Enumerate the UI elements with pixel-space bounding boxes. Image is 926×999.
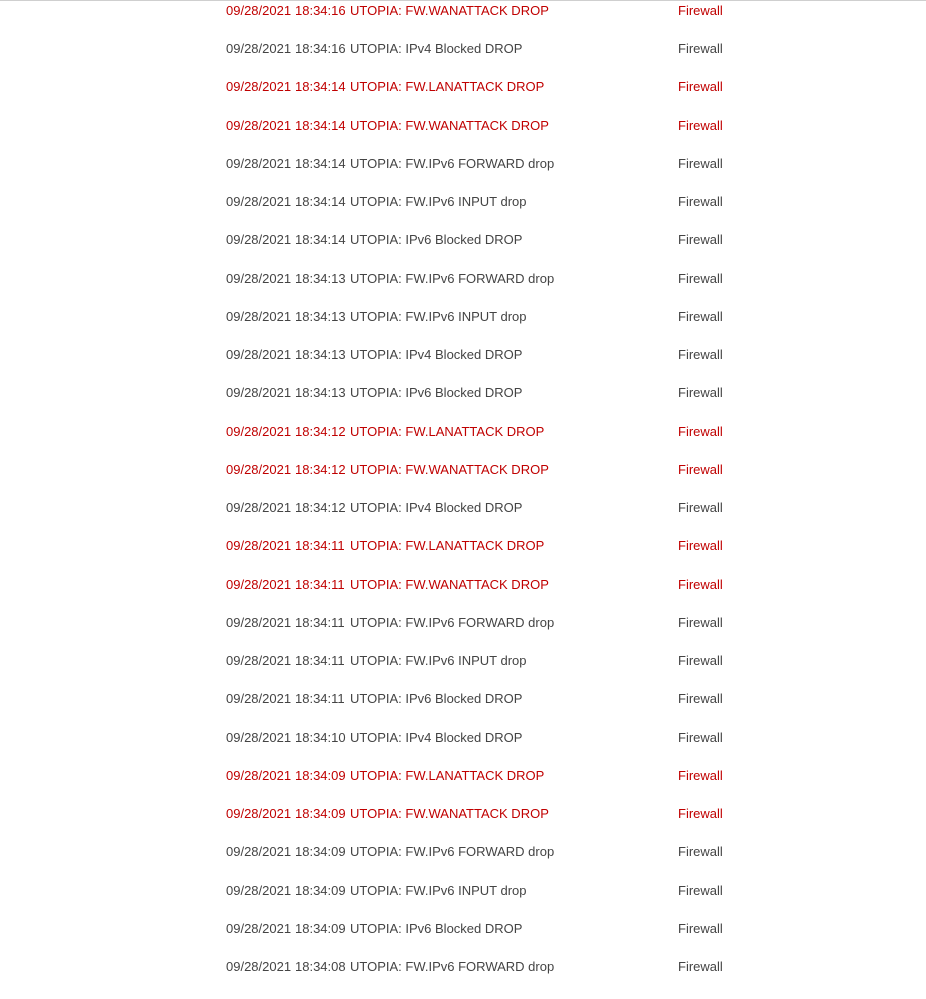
log-entry-message: UTOPIA: IPv6 Blocked DROP	[350, 921, 523, 936]
log-entry-message: UTOPIA: FW.IPv6 FORWARD drop	[350, 844, 555, 859]
log-entry-date: 09/28/2021	[226, 347, 292, 362]
log-entry-row	[0, 39, 926, 59]
log-entry-message: UTOPIA: FW.WANATTACK DROP	[350, 577, 549, 592]
log-entry-time: 18:34:11	[295, 653, 345, 668]
log-entry-message: UTOPIA: IPv4 Blocked DROP	[350, 500, 523, 515]
log-entry-row	[0, 269, 926, 289]
log-entry-time: 18:34:09	[295, 921, 346, 936]
log-entry-date: 09/28/2021	[226, 194, 292, 209]
log-entry-row	[0, 422, 926, 442]
log-entry-message: UTOPIA: IPv6 Blocked DROP	[350, 691, 523, 706]
log-entry-time: 18:34:11	[295, 538, 345, 553]
log-entry-date: 09/28/2021	[226, 424, 292, 439]
log-entry-message: UTOPIA: FW.IPv6 INPUT drop	[350, 883, 527, 898]
log-entry-message: UTOPIA: FW.WANATTACK DROP	[350, 3, 549, 18]
log-entry-row	[0, 689, 926, 709]
log-entry-date: 09/28/2021	[226, 691, 292, 706]
log-entry-row	[0, 842, 926, 862]
log-entry-row	[0, 881, 926, 901]
log-entry-message: UTOPIA: FW.IPv6 FORWARD drop	[350, 959, 555, 974]
log-entry-time: 18:34:08	[295, 959, 346, 974]
log-entry-row	[0, 613, 926, 633]
log-entry-type: Firewall	[678, 883, 723, 898]
log-entry-time: 18:34:11	[295, 691, 345, 706]
log-entry-type: Firewall	[678, 79, 723, 94]
log-entry-type: Firewall	[678, 921, 723, 936]
log-entry-time: 18:34:12	[295, 424, 346, 439]
log-entry-row	[0, 919, 926, 939]
log-entry-type: Firewall	[678, 424, 723, 439]
log-entry-type: Firewall	[678, 41, 723, 56]
log-entry-time: 18:34:13	[295, 309, 346, 324]
log-entry-type: Firewall	[678, 538, 723, 553]
log-entry-date: 09/28/2021	[226, 385, 292, 400]
log-entry-date: 09/28/2021	[226, 538, 292, 553]
log-entry-time: 18:34:11	[295, 615, 345, 630]
log-entry-type: Firewall	[678, 194, 723, 209]
log-entry-time: 18:34:14	[295, 156, 346, 171]
log-entry-type: Firewall	[678, 806, 723, 821]
log-entry-time: 18:34:12	[295, 462, 346, 477]
log-entry-time: 18:34:14	[295, 118, 346, 133]
log-entry-row	[0, 957, 926, 977]
log-entry-type: Firewall	[678, 844, 723, 859]
log-entry-date: 09/28/2021	[226, 41, 292, 56]
log-entry-type: Firewall	[678, 959, 723, 974]
log-entry-type: Firewall	[678, 271, 723, 286]
log-entry-row	[0, 77, 926, 97]
log-entry-time: 18:34:12	[295, 500, 346, 515]
log-entry-time: 18:34:14	[295, 232, 346, 247]
log-entry-message: UTOPIA: FW.LANATTACK DROP	[350, 79, 545, 94]
log-entry-type: Firewall	[678, 3, 723, 18]
log-entry-message: UTOPIA: FW.LANATTACK DROP	[350, 768, 545, 783]
log-entry-message: UTOPIA: FW.WANATTACK DROP	[350, 118, 549, 133]
log-entry-date: 09/28/2021	[226, 309, 292, 324]
log-entry-message: UTOPIA: FW.WANATTACK DROP	[350, 462, 549, 477]
log-entry-time: 18:34:13	[295, 385, 346, 400]
log-entry-row	[0, 651, 926, 671]
log-entry-message: UTOPIA: IPv6 Blocked DROP	[350, 232, 523, 247]
log-entry-message: UTOPIA: IPv4 Blocked DROP	[350, 730, 523, 745]
log-entry-message: UTOPIA: IPv6 Blocked DROP	[350, 385, 523, 400]
log-entry-type: Firewall	[678, 653, 723, 668]
log-entry-type: Firewall	[678, 232, 723, 247]
log-entry-type: Firewall	[678, 768, 723, 783]
log-entry-time: 18:34:14	[295, 79, 346, 94]
log-entry-date: 09/28/2021	[226, 768, 292, 783]
log-entry-date: 09/28/2021	[226, 79, 292, 94]
log-entry-row	[0, 1, 926, 21]
log-entry-time: 18:34:09	[295, 768, 346, 783]
log-entry-type: Firewall	[678, 500, 723, 515]
log-entry-message: UTOPIA: IPv4 Blocked DROP	[350, 347, 523, 362]
log-entry-time: 18:34:09	[295, 844, 346, 859]
log-entry-type: Firewall	[678, 118, 723, 133]
log-entry-date: 09/28/2021	[226, 3, 292, 18]
log-entry-row	[0, 345, 926, 365]
log-entry-row	[0, 307, 926, 327]
log-entry-message: UTOPIA: IPv4 Blocked DROP	[350, 41, 523, 56]
log-entry-date: 09/28/2021	[226, 462, 292, 477]
log-entry-message: UTOPIA: FW.IPv6 INPUT drop	[350, 194, 527, 209]
log-entry-date: 09/28/2021	[226, 959, 292, 974]
log-entry-row	[0, 536, 926, 556]
log-entry-date: 09/28/2021	[226, 844, 292, 859]
log-entry-row	[0, 116, 926, 136]
log-entry-date: 09/28/2021	[226, 806, 292, 821]
log-entry-message: UTOPIA: FW.IPv6 INPUT drop	[350, 653, 527, 668]
log-entry-row	[0, 230, 926, 250]
log-entry-time: 18:34:10	[295, 730, 346, 745]
log-entry-time: 18:34:13	[295, 347, 346, 362]
log-entry-message: UTOPIA: FW.IPv6 FORWARD drop	[350, 271, 555, 286]
log-entry-type: Firewall	[678, 730, 723, 745]
log-entry-type: Firewall	[678, 691, 723, 706]
log-entry-row	[0, 498, 926, 518]
log-entry-date: 09/28/2021	[226, 271, 292, 286]
log-entry-type: Firewall	[678, 156, 723, 171]
log-entry-time: 18:34:11	[295, 577, 345, 592]
log-entry-date: 09/28/2021	[226, 156, 292, 171]
log-entry-type: Firewall	[678, 347, 723, 362]
log-entry-row	[0, 460, 926, 480]
log-entry-type: Firewall	[678, 462, 723, 477]
log-entry-type: Firewall	[678, 385, 723, 400]
log-entry-type: Firewall	[678, 615, 723, 630]
log-entry-time: 18:34:09	[295, 806, 346, 821]
log-entry-row	[0, 728, 926, 748]
log-entry-date: 09/28/2021	[226, 730, 292, 745]
log-entry-date: 09/28/2021	[226, 577, 292, 592]
log-entry-row	[0, 804, 926, 824]
log-entry-message: UTOPIA: FW.IPv6 INPUT drop	[350, 309, 527, 324]
log-entry-time: 18:34:16	[295, 41, 346, 56]
log-entry-date: 09/28/2021	[226, 653, 292, 668]
log-entry-time: 18:34:14	[295, 194, 346, 209]
log-entry-date: 09/28/2021	[226, 883, 292, 898]
log-entry-type: Firewall	[678, 577, 723, 592]
log-entry-time: 18:34:16	[295, 3, 346, 18]
log-entry-time: 18:34:09	[295, 883, 346, 898]
log-entry-date: 09/28/2021	[226, 615, 292, 630]
log-entry-row	[0, 575, 926, 595]
log-entry-type: Firewall	[678, 309, 723, 324]
log-entry-message: UTOPIA: FW.WANATTACK DROP	[350, 806, 549, 821]
log-entry-row	[0, 383, 926, 403]
log-entry-message: UTOPIA: FW.LANATTACK DROP	[350, 538, 545, 553]
log-entry-row	[0, 766, 926, 786]
log-entry-date: 09/28/2021	[226, 232, 292, 247]
log-entry-date: 09/28/2021	[226, 500, 292, 515]
log-entry-message: UTOPIA: FW.LANATTACK DROP	[350, 424, 545, 439]
log-entry-date: 09/28/2021	[226, 921, 292, 936]
log-entry-time: 18:34:13	[295, 271, 346, 286]
log-entry-row	[0, 154, 926, 174]
log-entry-date: 09/28/2021	[226, 118, 292, 133]
log-entry-row	[0, 192, 926, 212]
log-entry-message: UTOPIA: FW.IPv6 FORWARD drop	[350, 615, 555, 630]
log-entry-message: UTOPIA: FW.IPv6 FORWARD drop	[350, 156, 555, 171]
